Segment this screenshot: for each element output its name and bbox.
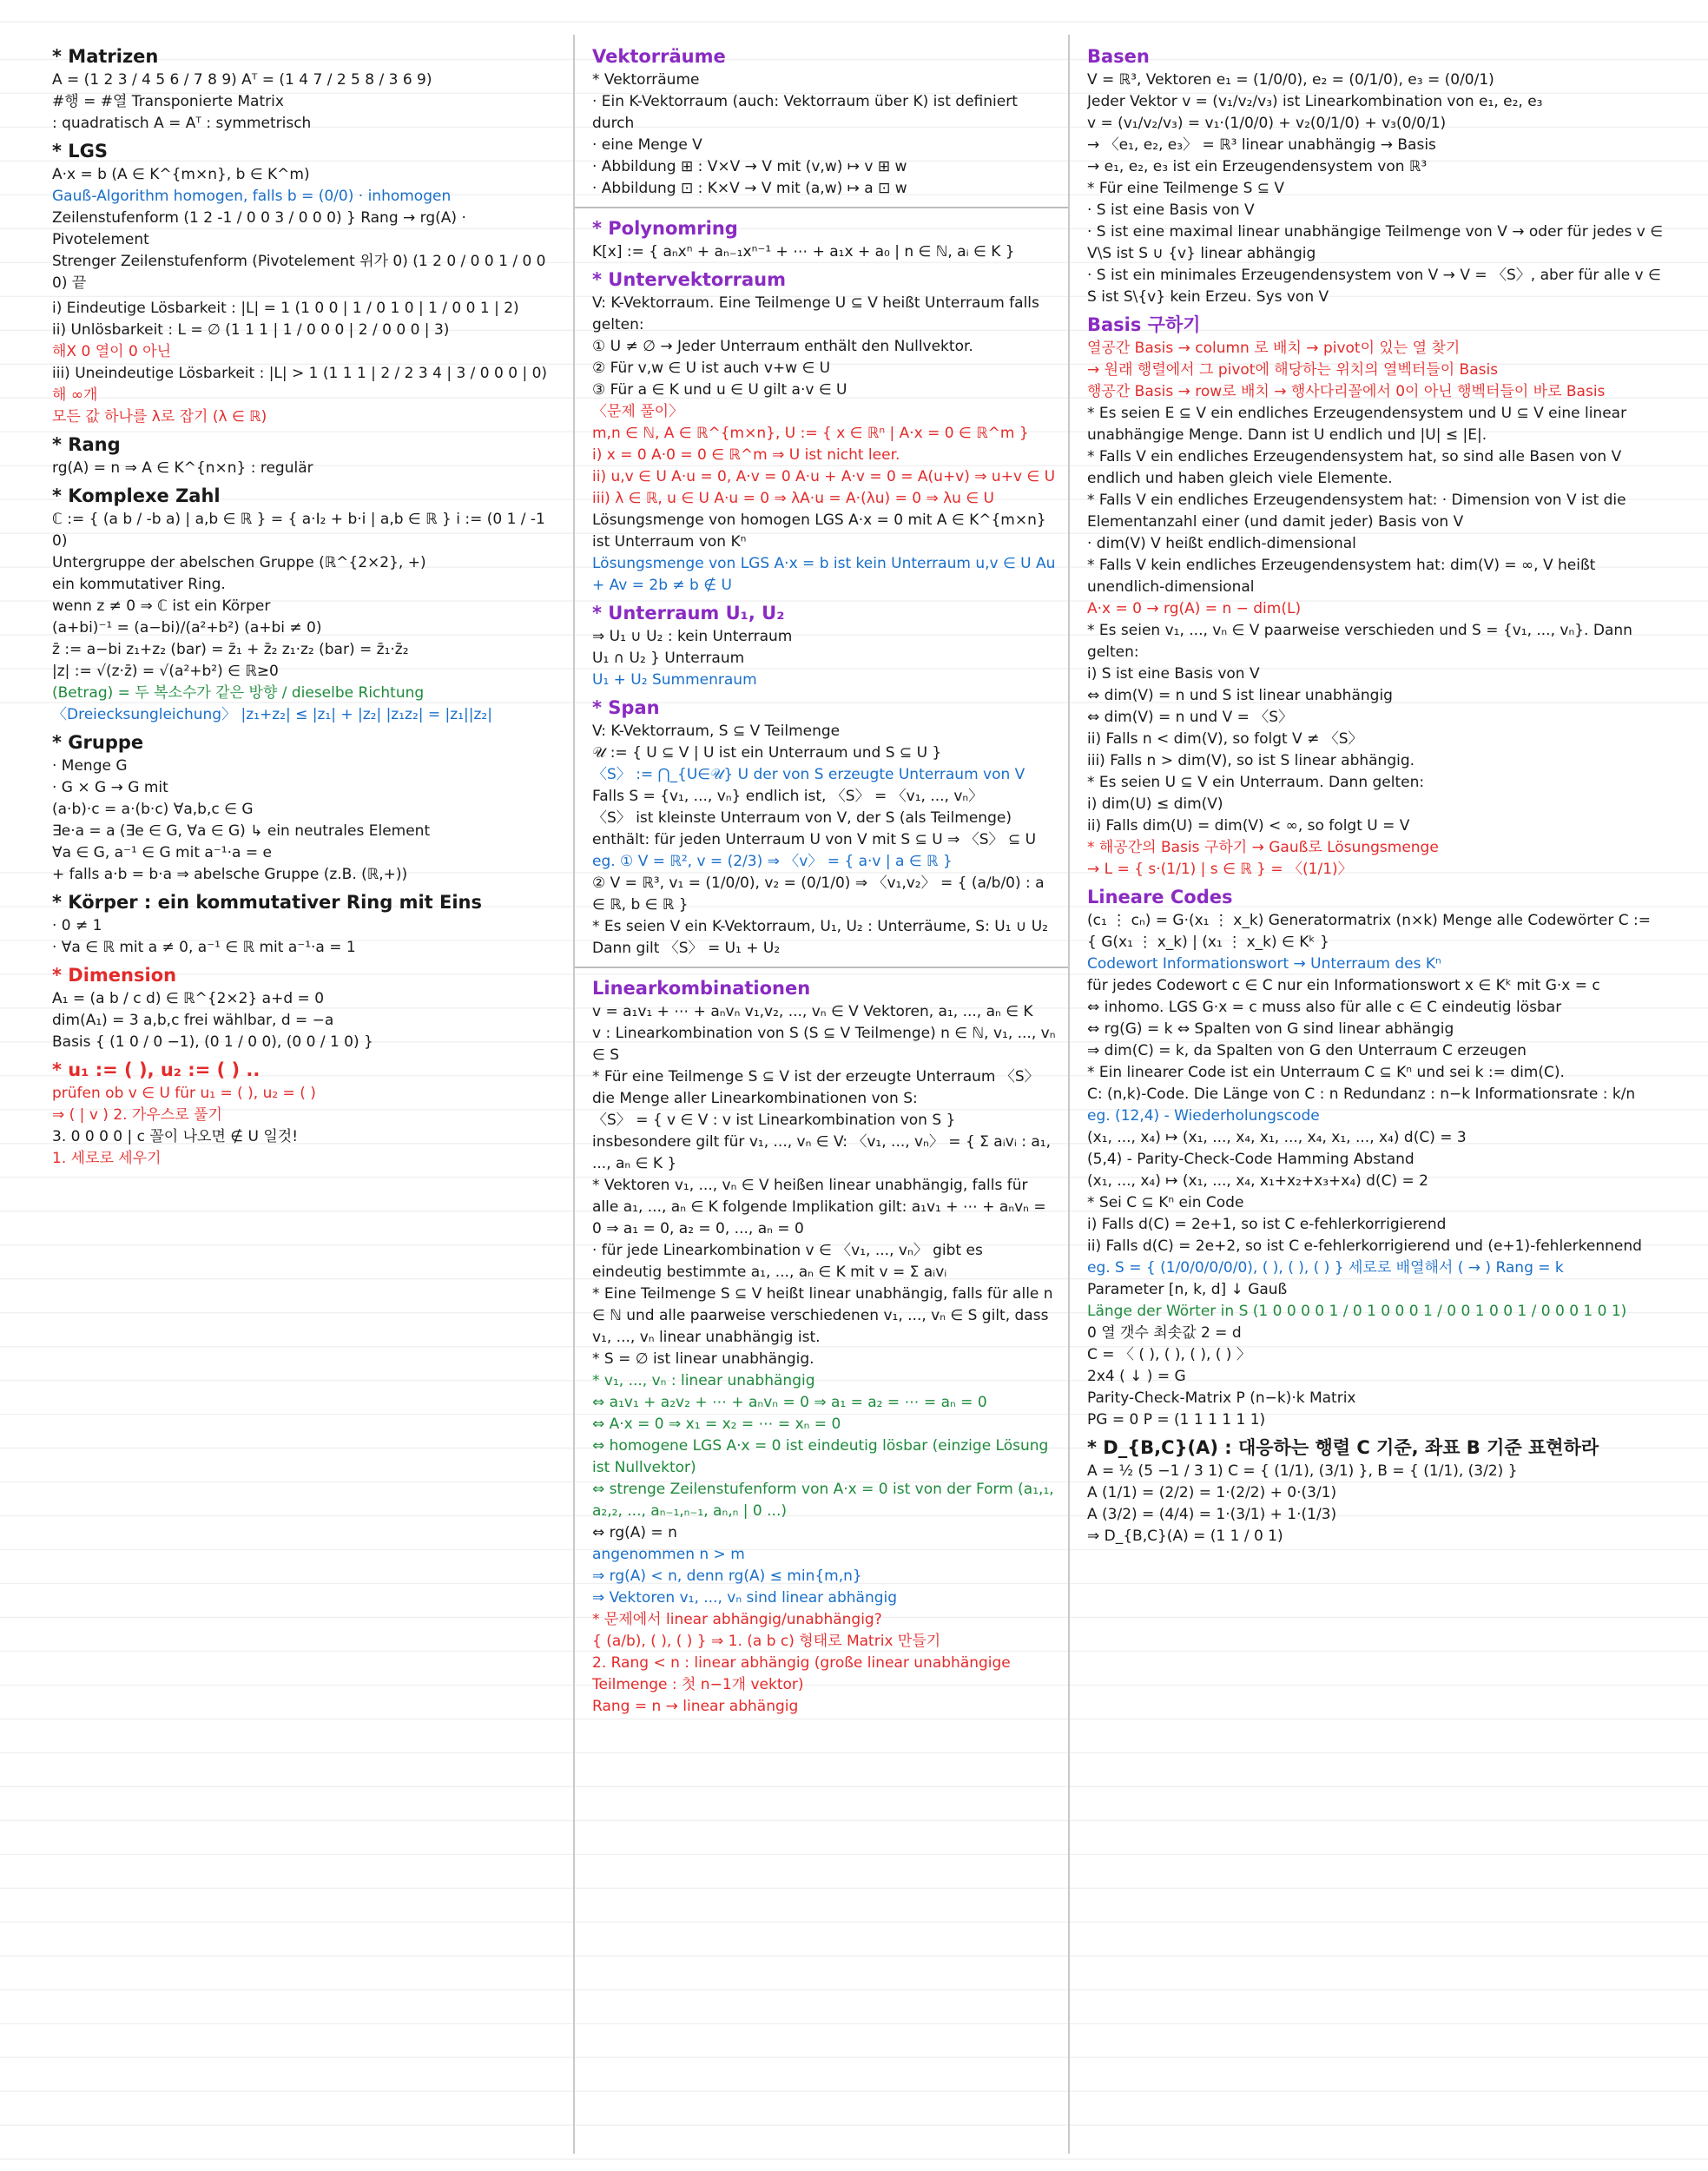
note-line: ③ Für a ∈ K und u ∈ U gilt a·v ∈ U — [592, 381, 847, 399]
note-line: U₁ ∩ U₂ } Unterraum — [592, 650, 745, 667]
note-block — [52, 483, 561, 726]
note-block — [592, 215, 1056, 263]
note-line: Strenger Zeilenstufenform (Pivotelement 위가 0) (1 2 0 / 0 0 1 / 0 0 0) 끝 — [52, 253, 546, 292]
note-line: ii) Falls dim(U) = dim(V) < ∞, so folgt U = V — [1087, 817, 1410, 835]
note-line: 〈문제 풀이〉 — [592, 403, 684, 420]
note-line: iii) Falls n > dim(V), so ist S linear abhängig. — [1087, 752, 1415, 769]
note-block — [52, 298, 561, 428]
note-line: Rang = n → linear abhängig — [592, 1698, 799, 1715]
note-line: C: (n,k)-Code. Die Länge von C : n Redundanz : n−k Informationsrate : k/n — [1087, 1086, 1636, 1103]
note-line: 2x4 ( ↓ ) = G — [1087, 1368, 1186, 1385]
note-line: ② V = ℝ³, v₁ = (1/0/0), v₂ = (0/1/0) ⇒ 〈v₁,v₂〉 = { (a/b/0) : a ∈ ℝ, b ∈ ℝ } — [592, 874, 1045, 914]
note-line: Dann gilt 〈S〉 = U₁ + U₂ — [592, 940, 781, 957]
note-block — [52, 138, 561, 294]
note-line: 행공간 Basis → row로 배치 → 행사다리꼴에서 0이 아닌 행벡터들이 바로 Basis — [1087, 383, 1606, 400]
note-line: · Menge G — [52, 757, 128, 775]
note-line: Länge der Wörter in S (1 0 0 0 0 1 / 0 1 0 0 0 1 / 0 0 1 0 0 1 / 0 0 0 1 0 1) — [1087, 1303, 1627, 1320]
note-line: 해 ∞개 — [52, 386, 98, 404]
note-line: ⇔ a₁v₁ + a₂v₂ + ⋯ + aₙvₙ = 0 ⇒ a₁ = a₂ = ⋯ = aₙ = 0 — [592, 1394, 987, 1411]
note-line: 〈S〉 = { v ∈ V : v ist Linearkombination von S } — [592, 1112, 956, 1129]
note-line: * S = ∅ ist linear unabhängig. — [592, 1350, 814, 1368]
note-line: v : Linearkombination von S (S ⊆ V Teilmenge) n ∈ ℕ, v₁, ..., vₙ ∈ S — [592, 1025, 1056, 1064]
note-line: Zeilenstufenform (1 2 -1 / 0 0 3 / 0 0 0) } Rang → rg(A) · Pivotelement — [52, 209, 466, 248]
note-line: ① U ≠ ∅ → Jeder Unterraum enthält den Nullvektor. — [592, 338, 973, 355]
note-line: · S ist ein minimales Erzeugendensystem von V → V = 〈S〉, aber für alle v ∈ S ist S\{v} kein Erzeu. Sys von V — [1087, 267, 1661, 306]
note-line: ② Für v,w ∈ U ist auch v+w ∈ U — [592, 360, 831, 377]
note-block — [52, 962, 561, 1053]
note-line: Gauß-Algorithm homogen, falls b = (0/0) · inhomogen — [52, 188, 452, 205]
note-block — [1087, 1435, 1664, 1547]
note-line: · eine Menge V — [592, 136, 702, 154]
column-right — [1068, 35, 1676, 2154]
note-line: Lösungsmenge von homogen LGS A·x = 0 mit A ∈ K^{m×n} ist Unterraum von Kⁿ — [592, 511, 1046, 551]
section-title: * Komplexe Zahl — [52, 485, 221, 506]
note-block — [52, 889, 561, 959]
note-line: A = ½ (5 −1 / 3 1) C = { (1/1), (3/1) }, B = { (1/1), (3/2) } — [1087, 1462, 1518, 1480]
note-line: Falls S = {v₁, ..., vₙ} endlich ist, 〈S〉 = 〈v₁, ..., vₙ〉 — [592, 788, 984, 805]
section-title: Lineare Codes — [1087, 887, 1233, 907]
note-line: * Für eine Teilmenge S ⊆ V — [1087, 180, 1285, 197]
note-line: * Ein linearer Code ist ein Unterraum C ⊆ Kⁿ und sei k := dim(C). — [1087, 1064, 1565, 1081]
note-line: V: K-Vektorraum, S ⊆ V Teilmenge — [592, 723, 841, 740]
note-line: * Falls V ein endliches Erzeugendensystem hat, so sind alle Basen von V endlich und haben gleich viele Elemente. — [1087, 448, 1622, 487]
note-line: v = a₁v₁ + ⋯ + aₙvₙ v₁,v₂, ..., vₙ ∈ V Vektoren, a₁, ..., aₙ ∈ K — [592, 1003, 1033, 1020]
note-line: ii) Unlösbarkeit : L = ∅ (1 1 1 | 1 / 0 0 0 | 2 / 0 0 0 | 3) — [52, 321, 450, 339]
section-title: Basis 구하기 — [1087, 314, 1201, 335]
note-block — [1087, 312, 1664, 881]
section-title: * Gruppe — [52, 732, 144, 753]
note-line: 2. Rang < n : linear abhängig (große linear unabhängige Teilmenge : 첫 n−1개 vektor) — [592, 1654, 1011, 1693]
note-line: ∃e·a = a (∃e ∈ G, ∀a ∈ G) ↳ ein neutrales Element — [52, 822, 431, 840]
section-title: Linearkombinationen — [592, 978, 811, 999]
note-line: prüfen ob v ∈ U für u₁ = ( ), u₂ = ( ) — [52, 1085, 316, 1102]
note-line: · Abbildung ⊡ : K×V → V mit (a,w) ↦ a ⊡ w — [592, 180, 907, 197]
note-line: m,n ∈ ℕ, A ∈ ℝ^{m×n}, U := { x ∈ ℝⁿ | A·x = 0 ∈ ℝ^m } — [592, 425, 1029, 442]
note-line: * 해공간의 Basis 구하기 → Gauß로 Lösungsmenge — [1087, 839, 1439, 856]
note-line: · S ist eine maximal linear unabhängige Teilmenge von V → oder für jedes v ∈ V\S ist S ∪ {v} linear abhängig — [1087, 223, 1664, 262]
note-line: Untergruppe der abelschen Gruppe (ℝ^{2×2}, +) — [52, 554, 426, 571]
note-line: ∀a ∈ G, a⁻¹ ∈ G mit a⁻¹·a = e — [52, 844, 272, 861]
note-line: ⇔ strenge Zeilenstufenform von A·x = 0 ist von der Form (a₁,₁, a₂,₂, ..., aₙ₋₁,ₙ₋₁, aₙ,ₙ | 0 ...) — [592, 1481, 1054, 1520]
note-line: ⇒ ( | v ) 2. 가우스로 풀기 — [52, 1106, 222, 1124]
note-line: (a·b)·c = a·(b·c) ∀a,b,c ∈ G — [52, 801, 254, 818]
note-line: + falls a·b = b·a ⇒ abelsche Gruppe (z.B. (ℝ,+)) — [52, 866, 408, 883]
note-line: ⇒ Vektoren v₁, ..., vₙ sind linear abhängig — [592, 1589, 898, 1607]
note-line: ⇔ dim(V) = n und V = 〈S〉 — [1087, 709, 1294, 726]
note-line: V: K-Vektorraum. Eine Teilmenge U ⊆ V heißt Unterraum falls gelten: — [592, 294, 1039, 333]
note-line: ii) u,v ∈ U A·u = 0, A·v = 0 A·u + A·v = 0 = A(u+v) ⇒ u+v ∈ U — [592, 468, 1056, 485]
note-line: ii) Falls n < dim(V), so folgt V ≠ 〈S〉 — [1087, 730, 1363, 748]
note-line: i) S ist eine Basis von V — [1087, 665, 1260, 683]
note-line: K[x] := { aₙxⁿ + aₙ₋₁xⁿ⁻¹ + ⋯ + a₁x + a₀ | n ∈ ℕ, aᵢ ∈ K } — [592, 243, 1015, 261]
note-line: · Abbildung ⊞ : V×V → V mit (v,w) ↦ v ⊞ w — [592, 158, 907, 175]
note-line: eg. ① V = ℝ², v = (2/3) ⇒ 〈v〉 = { a·v | a ∈ ℝ } — [592, 853, 953, 870]
note-line: Basis { (1 0 / 0 −1), (0 1 / 0 0), (0 0 / 1 0) } — [52, 1033, 373, 1051]
note-line: Parity-Check-Matrix P (n−k)·k Matrix — [1087, 1389, 1356, 1407]
note-line: ein kommutativer Ring. — [52, 576, 226, 593]
note-line: rg(A) = n ⇒ A ∈ K^{n×n} : regulär — [52, 459, 313, 477]
note-line: insbesondere gilt für v₁, ..., vₙ ∈ V: 〈v₁, ..., vₙ〉 = { Σ aᵢvᵢ : a₁, ..., aₙ ∈ K } — [592, 1133, 1052, 1172]
note-line: eg. S = { (1/0/0/0/0/0), ( ), ( ), ( ) } 세로로 배열해서 ( → ) Rang = k — [1087, 1259, 1564, 1277]
note-line: · dim(V) V heißt endlich-dimensional — [1087, 535, 1356, 552]
note-block — [592, 600, 1056, 691]
note-line: (x₁, ..., x₄) ↦ (x₁, ..., x₄, x₁+x₂+x₃+x₄) d(C) = 2 — [1087, 1172, 1428, 1190]
note-line: i) Eindeutige Lösbarkeit : |L| = 1 (1 0 0 | 1 / 0 1 0 | 1 / 0 0 1 | 2) — [52, 300, 519, 317]
section-title: * Unterraum U₁, U₂ — [592, 603, 785, 624]
section-title: * LGS — [52, 141, 109, 162]
note-line: v = (v₁/v₂/v₃) = v₁·(1/0/0) + v₂(0/1/0) + v₃(0/0/1) — [1087, 115, 1447, 132]
note-line: ⇔ A·x = 0 ⇒ x₁ = x₂ = ⋯ = xₙ = 0 — [592, 1415, 841, 1433]
section-title: Basen — [1087, 46, 1150, 67]
note-line: (c₁ ⋮ cₙ) = G·(x₁ ⋮ x_k) Generatormatrix (n×k) Menge alle Codewörter C := { G(x₁ ⋮ x_k) | (x₁ ⋮ x_k) ∈ Kᵏ } — [1087, 912, 1651, 951]
note-line: z̄ := a−bi z₁+z₂ (bar) = z̄₁ + z̄₂ z₁·z₂ (bar) = z̄₁·z̄₂ — [52, 641, 409, 658]
note-line: : quadratisch A = Aᵀ : symmetrisch — [52, 115, 312, 132]
note-block — [592, 975, 1056, 1718]
note-line: ⇔ homogene LGS A·x = 0 ist eindeutig lösbar (einzige Lösung ist Nullvektor) — [592, 1437, 1049, 1476]
note-line: · für jede Linearkombination v ∈ 〈v₁, ..., vₙ〉 gibt es eindeutig bestimmte a₁, ..., aₙ ∈ K mit v = Σ aᵢvᵢ — [592, 1242, 983, 1281]
section-title: * u₁ := ( ), u₂ := ( ) .. — [52, 1059, 260, 1080]
note-line: * v₁, ..., vₙ : linear unabhängig — [592, 1372, 815, 1389]
note-line: → L = { s·(1/1) | s ∈ ℝ } = 〈(1/1)〉 — [1087, 861, 1353, 878]
note-line: 0 열 갯수 최솟값 2 = d — [1087, 1324, 1242, 1342]
note-line: ⇔ rg(A) = n — [592, 1524, 677, 1541]
note-line: * 문제에서 linear abhängig/unabhängig? — [592, 1611, 882, 1628]
note-line: ⇔ rg(G) = k ⇔ Spalten von G sind linear abhängig — [1087, 1020, 1454, 1038]
note-line: * Es seien V ein K-Vektorraum, U₁, U₂ : Unterräume, S: U₁ ∪ U₂ — [592, 918, 1048, 935]
note-line: ℂ := { (a b / -b a) | a,b ∈ ℝ } = { a·I₂ + b·i | a,b ∈ ℝ } i := (0 1 / -1 0) — [52, 511, 545, 550]
note-line: · Ein K-Vektorraum (auch: Vektorraum über K) ist definiert durch — [592, 93, 1018, 132]
column-left — [35, 35, 573, 2154]
note-line: ⇔ dim(V) = n und S ist linear unabhängig — [1087, 687, 1393, 704]
section-title: * Körper : ein kommutativer Ring mit Eins — [52, 892, 483, 913]
note-line: * Vektorräume — [592, 71, 700, 89]
note-block — [1087, 884, 1664, 1431]
note-line: * Falls V kein endliches Erzeugendensystem hat: dim(V) = ∞, V heißt unendlich-dimensional — [1087, 557, 1596, 596]
note-line: A (1/1) = (2/2) = 1·(2/2) + 0·(3/1) — [1087, 1484, 1337, 1501]
note-line: → e₁, e₂, e₃ ist ein Erzeugendensystem von ℝ³ — [1087, 158, 1428, 175]
note-line: * Vektoren v₁, ..., vₙ ∈ V heißen linear unabhängig, falls für alle a₁, ..., aₙ ∈ K folgende Implikation gilt: a₁v₁ + ⋯ + aₙvₙ = 0 ⇒ a₁ = 0, a₂ = 0, ..., aₙ = 0 — [592, 1177, 1046, 1237]
note-line: 해X 0 열이 0 아닌 — [52, 343, 172, 360]
note-line: ⇒ dim(C) = k, da Spalten von G den Unterraum C erzeugen — [1087, 1042, 1527, 1059]
section-divider — [575, 207, 1068, 208]
note-line: A (3/2) = (4/4) = 1·(3/1) + 1·(1/3) — [1087, 1506, 1337, 1523]
note-line: A·x = 0 → rg(A) = n − dim(L) — [1087, 600, 1302, 617]
note-line: 3. 0 0 0 0 | c 꼴이 나오면 ∉ U 일것! — [52, 1128, 299, 1145]
note-block — [592, 267, 1056, 597]
section-title: * Rang — [52, 434, 121, 455]
section-title: * Untervektorraum — [592, 269, 787, 290]
note-line: A·x = b (A ∈ K^{m×n}, b ∈ K^m) — [52, 166, 310, 183]
note-line: · 0 ≠ 1 — [52, 917, 102, 934]
column-middle — [573, 35, 1068, 2154]
note-line: ⇒ U₁ ∪ U₂ : kein Unterraum — [592, 628, 793, 645]
note-line: Jeder Vektor v = (v₁/v₂/v₃) ist Linearkombination von e₁, e₂, e₃ — [1087, 93, 1543, 110]
section-title: * Span — [592, 697, 660, 718]
note-block — [52, 432, 561, 479]
note-line: (x₁, ..., x₄) ↦ (x₁, ..., x₄, x₁, ..., x₄, x₁, ..., x₄) d(C) = 3 — [1087, 1129, 1467, 1146]
section-title: * Matrizen — [52, 46, 159, 67]
section-title: * Polynomring — [592, 218, 738, 239]
note-line: · ∀a ∈ ℝ mit a ≠ 0, a⁻¹ ∈ ℝ mit a⁻¹·a = 1 — [52, 939, 356, 956]
note-line: eg. (12,4) - Wiederholungscode — [1087, 1107, 1320, 1125]
note-line: U₁ + U₂ Summenraum — [592, 671, 757, 689]
note-line: #행 = #열 Transponierte Matrix — [52, 93, 284, 110]
note-line: ⇒ D_{B,C}(A) = (1 1 / 0 1) — [1087, 1528, 1283, 1545]
note-block — [52, 43, 561, 135]
note-line: 열공간 Basis → column 로 배치 → pivot이 있는 열 찾기 — [1087, 340, 1461, 357]
note-line: 〈Dreiecksungleichung〉 |z₁+z₂| ≤ |z₁| + |z₂| |z₁z₂| = |z₁||z₂| — [52, 706, 492, 723]
note-line: * Es seien E ⊆ V ein endliches Erzeugendensystem und U ⊆ V eine linear unabhängige Menge. Dann ist U endlich und |U| ≤ |E|. — [1087, 405, 1627, 444]
note-line: angenommen n > m — [592, 1546, 745, 1563]
note-line: → 원래 행렬에서 그 pivot에 해당하는 위치의 열벡터들이 Basis — [1087, 361, 1499, 379]
note-line: * Es seien U ⊆ V ein Unterraum. Dann gelten: — [1087, 774, 1425, 791]
note-line: i) x = 0 A·0 = 0 ∈ ℝ^m ⇒ U ist nicht leer. — [592, 446, 900, 464]
note-block — [52, 729, 561, 886]
note-line: · G × G → G mit — [52, 779, 168, 796]
note-line: A = (1 2 3 / 4 5 6 / 7 8 9) Aᵀ = (1 4 7 / 2 5 8 / 3 6 9) — [52, 71, 432, 89]
note-line: iii) Uneindeutige Lösbarkeit : |L| > 1 (1 1 1 | 2 / 2 3 4 | 3 / 0 0 0 | 0) — [52, 365, 548, 382]
note-line: |z| := √(z·z̄) = √(a²+b²) ∈ ℝ≥0 — [52, 663, 279, 680]
note-line: · S ist eine Basis von V — [1087, 201, 1255, 219]
note-line: (a+bi)⁻¹ = (a−bi)/(a²+b²) (a+bi ≠ 0) — [52, 619, 322, 637]
note-block — [1087, 43, 1664, 308]
note-line: 𝒰 := { U ⊆ V | U ist ein Unterraum und S ⊆ U } — [592, 744, 942, 762]
note-line: iii) λ ∈ ℝ, u ∈ U A·u = 0 ⇒ λA·u = A·(λu) = 0 ⇒ λu ∈ U — [592, 490, 994, 507]
note-line: (5,4) - Parity-Check-Code Hamming Abstand — [1087, 1151, 1415, 1168]
note-block — [592, 695, 1056, 960]
note-line: 모든 값 하나를 λ로 잡기 (λ ∈ ℝ) — [52, 408, 267, 426]
note-line: i) dim(U) ≤ dim(V) — [1087, 795, 1223, 813]
note-line: * Sei C ⊆ Kⁿ ein Code — [1087, 1194, 1244, 1211]
note-block — [52, 1057, 561, 1170]
note-line: für jedes Codewort c ∈ C nur ein Informationswort x ∈ Kᵏ mit G·x = c — [1087, 977, 1600, 994]
note-line: → 〈e₁, e₂, e₃〉 = ℝ³ linear unabhängig → Basis — [1087, 136, 1436, 154]
note-line: dim(A₁) = 3 a,b,c frei wählbar, d = −a — [52, 1012, 334, 1029]
note-block — [592, 43, 1056, 200]
note-line: wenn z ≠ 0 ⇒ ℂ ist ein Körper — [52, 597, 271, 615]
note-line: C = 〈 ( ), ( ), ( ), ( ) 〉 — [1087, 1346, 1251, 1363]
note-line: Codewort Informationswort → Unterraum des Kⁿ — [1087, 955, 1441, 973]
note-line: 1. 세로로 세우기 — [52, 1150, 162, 1167]
section-title: Vektorräume — [592, 46, 726, 67]
note-line: { (a/b), ( ), ( ) } ⇒ 1. (a b c) 형태로 Matrix 만들기 — [592, 1633, 941, 1650]
note-line: * Eine Teilmenge S ⊆ V heißt linear unabhängig, falls für alle n ∈ ℕ und alle paarweise verschiedenen v₁, ..., vₙ ∈ S gilt, dass v₁, ..., vₙ linear unabhängig ist. — [592, 1285, 1053, 1346]
note-line: i) Falls d(C) = 2e+1, so ist C e-fehlerkorrigierend — [1087, 1216, 1447, 1233]
note-line: Parameter [n, k, d] ↓ Gauß — [1087, 1281, 1288, 1298]
note-line: 〈S〉 := ⋂_{U∈𝒰} U der von S erzeugte Unterraum von V — [592, 766, 1025, 783]
note-line: PG = 0 P = (1 1 1 1 1 1) — [1087, 1411, 1266, 1429]
section-title: * Dimension — [52, 965, 177, 986]
note-line: * Für eine Teilmenge S ⊆ V ist der erzeugte Unterraum 〈S〉 die Menge aller Linearkombinationen von S: — [592, 1068, 1039, 1107]
note-line: V = ℝ³, Vektoren e₁ = (1/0/0), e₂ = (0/1/0), e₃ = (0/0/1) — [1087, 71, 1494, 89]
note-line: * Falls V ein endliches Erzeugendensystem hat: · Dimension von V ist die Elementanzahl einer (und damit jeder) Basis von V — [1087, 492, 1626, 531]
note-line: A₁ = (a b / c d) ∈ ℝ^{2×2} a+d = 0 — [52, 990, 325, 1007]
note-line: ii) Falls d(C) = 2e+2, so ist C e-fehlerkorrigierend und (e+1)-fehlerkennend — [1087, 1237, 1642, 1255]
note-line: * Es seien v₁, ..., vₙ ∈ V paarweise verschieden und S = {v₁, ..., vₙ}. Dann gelten: — [1087, 622, 1632, 661]
note-line: ⇒ rg(A) < n, denn rg(A) ≤ min{m,n} — [592, 1567, 862, 1585]
note-line: Lösungsmenge von LGS A·x = b ist kein Unterraum u,v ∈ U Au + Av = 2b ≠ b ∉ U — [592, 555, 1056, 594]
note-line: 〈S〉 ist kleinste Unterraum von V, der S (als Teilmenge) enthält: für jeden Unterraum U von V mit S ⊆ U ⇒ 〈S〉 ⊆ U — [592, 809, 1037, 848]
section-divider — [575, 967, 1068, 968]
section-title: * D_{B,C}(A) : 대응하는 행렬 C 기준, 좌표 B 기준 표현하라 — [1087, 1437, 1599, 1458]
note-line: (Betrag) = 두 복소수가 같은 방향 / dieselbe Richtung — [52, 684, 425, 702]
note-line: ⇔ inhomo. LGS G·x = c muss also für alle c ∈ C eindeutig lösbar — [1087, 999, 1562, 1016]
